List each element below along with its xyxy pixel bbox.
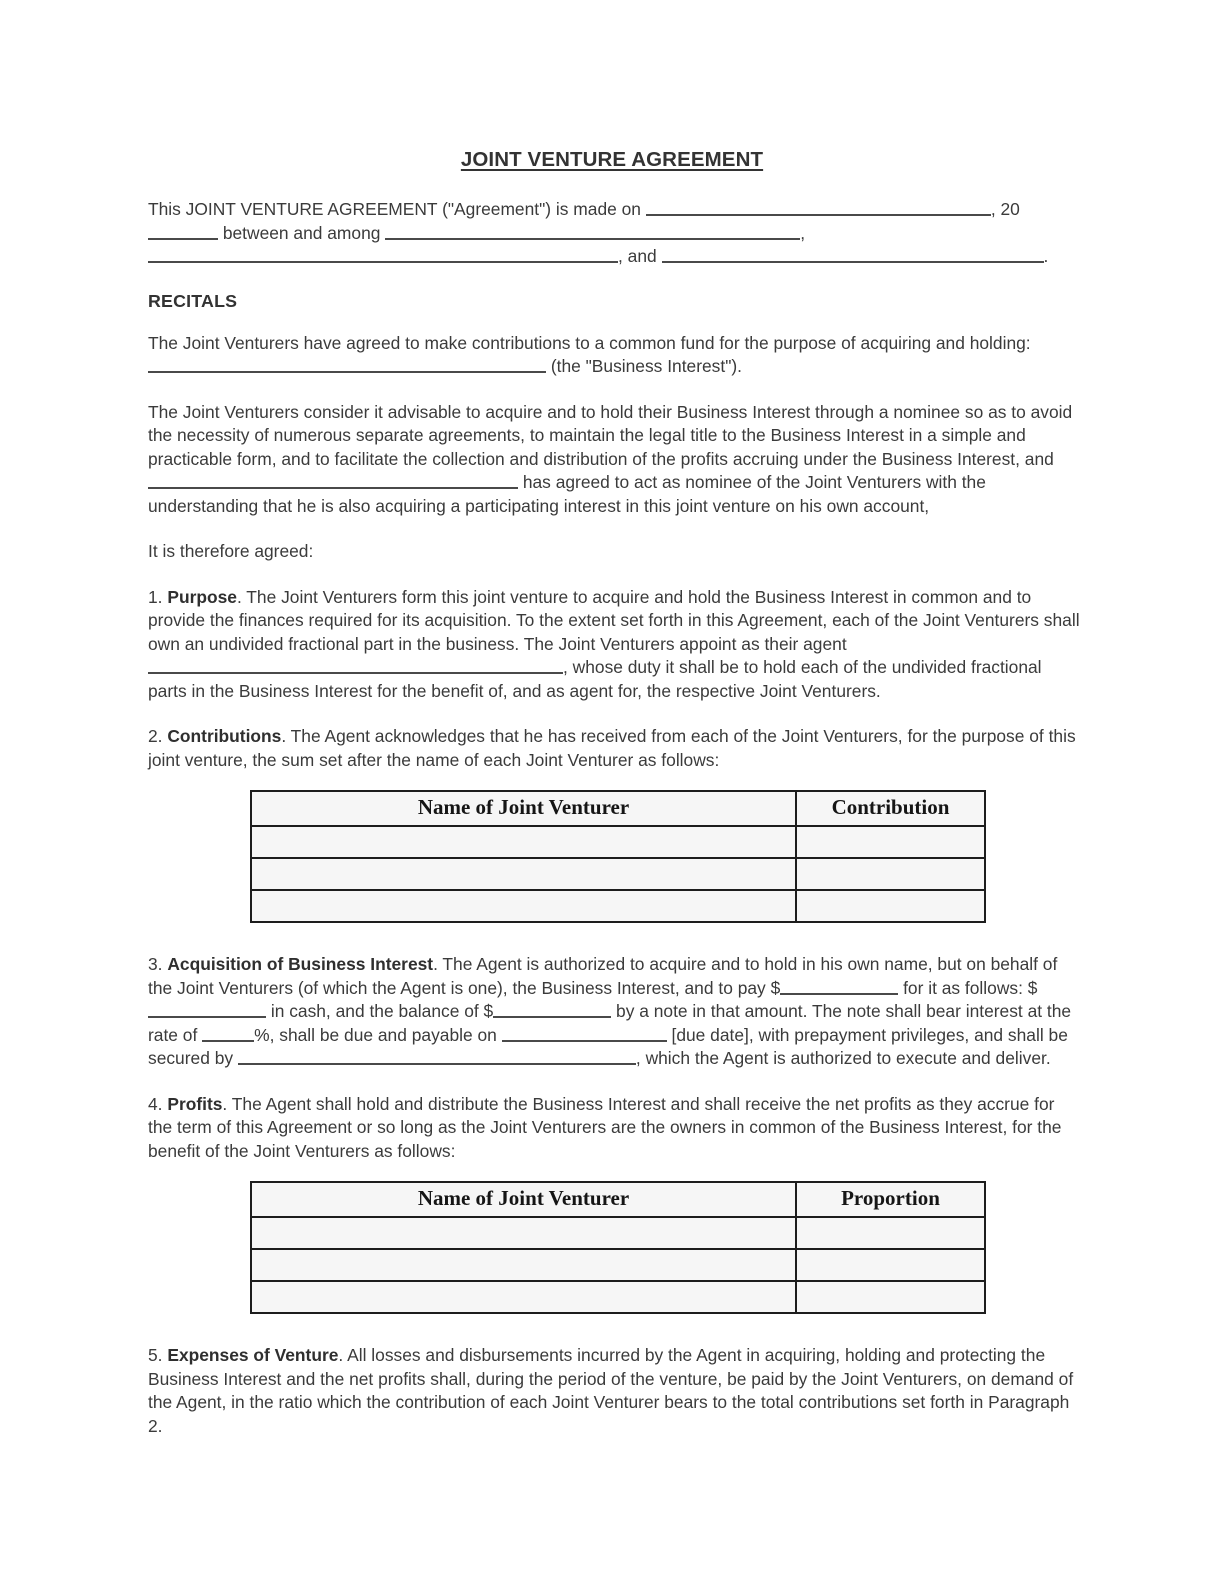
balance-amount-blank[interactable]	[493, 1001, 611, 1018]
recital-1-text-1: The Joint Venturers have agreed to make contributions to a common fund for the purpose of acquiring and holding:	[148, 332, 1031, 353]
section-3-title: Acquisition of Business Interest	[167, 954, 434, 974]
recitals-heading: RECITALS	[148, 290, 238, 311]
section-1-purpose	[148, 586, 1080, 704]
cell-name[interactable]	[251, 1249, 796, 1281]
opening-paragraph	[148, 198, 1080, 269]
section-1-number: 1.	[148, 586, 168, 607]
business-interest-blank[interactable]	[148, 356, 546, 373]
profits-table-wrap	[148, 1181, 1080, 1314]
section-2-number: 2.	[148, 726, 168, 746]
table-row[interactable]	[251, 826, 985, 858]
security-blank[interactable]	[238, 1048, 636, 1065]
table-row[interactable]	[251, 1249, 985, 1281]
table-header-proportion: Proportion	[796, 1182, 985, 1217]
total-price-blank[interactable]	[780, 978, 898, 995]
section-2-contributions	[148, 725, 1080, 772]
cash-amount-blank[interactable]	[148, 1001, 266, 1018]
party-one-blank[interactable]	[385, 223, 800, 240]
table-header-name: Name of Joint Venturer	[251, 1182, 796, 1217]
table-header-row	[251, 1182, 985, 1217]
section-3-text-7: , which the Agent is authorized to execute and deliver.	[635, 1048, 1051, 1068]
section-4-profits	[148, 1093, 1080, 1164]
cell-name[interactable]	[251, 1217, 796, 1249]
recital-2-text-1: The Joint Venturers consider it advisable to acquire and to hold their Business Interest through a nominee so as to avoid the necessity of numerous separate agreements, to maintain the legal title to the Business Interest in a simple and practicable form, and to facilitate the collection and distribution of the profits accruing under the Business Interest, and	[148, 401, 1073, 469]
party-three-blank[interactable]	[662, 246, 1044, 263]
section-5-text-1: . All losses and disbursements incurred by the Agent in acquiring, holding and protecting the Business Interest and the net profits shall, during the period of the venture, be paid by the Joint Venturers, on demand of the Agent, in the ratio which the contribution of each Joint Venturer bears to the total contributions set forth in Paragraph 2.	[148, 1345, 1074, 1436]
section-3-text-1: . The Agent is authorized to acquire and to hold in his own name, but on behalf of the Joint Venturers (of which the Agent is one), the Business Interest, and to pay $	[148, 954, 1058, 998]
cell-name[interactable]	[251, 1281, 796, 1313]
section-1-text-2: , whose duty it shall be to hold each of the undivided fractional parts in the Business Interest for the benefit of, and as agent for, the respective Joint Venturers.	[148, 657, 1042, 701]
cell-name[interactable]	[251, 858, 796, 890]
section-2-text-1: . The Agent acknowledges that he has received from each of the Joint Venturers, for the purpose of this joint venture, the sum set after the name of each Joint Venturer as follows:	[148, 726, 1076, 770]
contributions-table-wrap	[148, 790, 1080, 923]
contributions-table	[250, 790, 986, 923]
opening-text-5: , and	[618, 246, 662, 266]
recital-paragraph-1	[148, 332, 1080, 379]
section-5-expenses	[148, 1344, 1080, 1438]
therefore-paragraph: It is therefore agreed:	[148, 541, 314, 561]
opening-text-3: between and among	[218, 222, 386, 243]
party-two-blank[interactable]	[148, 246, 618, 263]
page-title-text: JOINT VENTURE AGREEMENT	[460, 148, 764, 171]
section-3-text-3: in cash, and the balance of $	[266, 1001, 494, 1021]
nominee-blank[interactable]	[148, 472, 518, 489]
table-header-row	[251, 791, 985, 826]
cell-value[interactable]	[796, 1249, 985, 1281]
cell-value[interactable]	[796, 858, 985, 890]
page-title	[148, 148, 1080, 172]
cell-value[interactable]	[796, 890, 985, 922]
section-3-text-2: for it as follows: $	[898, 977, 1038, 998]
table-row[interactable]	[251, 890, 985, 922]
section-5-title: Expenses of Venture	[167, 1345, 339, 1365]
recital-paragraph-2	[148, 401, 1080, 519]
section-5-number: 5.	[148, 1345, 168, 1365]
section-4-number: 4.	[148, 1093, 168, 1114]
section-3-text-6: [due date], with prepayment privileges, and shall be secured by	[148, 1024, 1068, 1068]
cell-name[interactable]	[251, 826, 796, 858]
cell-name[interactable]	[251, 890, 796, 922]
section-2-title: Contributions	[167, 726, 282, 746]
cell-value[interactable]	[796, 826, 985, 858]
section-3-number: 3.	[148, 954, 168, 974]
date-blank[interactable]	[646, 199, 991, 216]
opening-text-2: , 20	[990, 199, 1020, 219]
table-row[interactable]	[251, 1217, 985, 1249]
section-3-text-5: %, shall be due and payable on	[254, 1024, 502, 1045]
section-1-text-1: . The Joint Venturers form this joint venture to acquire and hold the Business Interest in common and to provide the finances required for its acquisition. To the extent set forth in this Agreement, each of the Joint Venturers shall own an undivided fractional part in the business. The Joint Venturers appoint as their agent	[148, 586, 1080, 654]
table-row[interactable]	[251, 1281, 985, 1313]
profits-table	[250, 1181, 986, 1314]
due-date-blank[interactable]	[502, 1025, 667, 1042]
recital-2-text-2: has agreed to act as nominee of the Joint Venturers with the understanding that he is also acquiring a participating interest in this joint venture on his own account,	[148, 472, 986, 516]
interest-rate-blank[interactable]	[202, 1025, 254, 1042]
section-4-text-1: . The Agent shall hold and distribute the Business Interest and shall receive the net profits as they accrue for the term of this Agreement or so long as the Joint Venturers are the owners in common of the Business Interest, for the benefit of the Joint Venturers as follows:	[148, 1093, 1062, 1161]
section-3-acquisition	[148, 953, 1080, 1071]
recital-1-text-2: (the "Business Interest").	[546, 356, 742, 376]
opening-text-6: .	[1043, 246, 1049, 266]
table-header-contribution: Contribution	[796, 791, 985, 826]
agent-name-blank[interactable]	[148, 657, 563, 674]
cell-value[interactable]	[796, 1217, 985, 1249]
section-3-text-4: by a note in that amount. The note shall bear interest at the rate of	[148, 1001, 1072, 1045]
cell-value[interactable]	[796, 1281, 985, 1313]
opening-text-1: This JOINT VENTURE AGREEMENT ("Agreement") is made on	[148, 199, 646, 219]
section-4-title: Profits	[167, 1093, 223, 1114]
table-header-name: Name of Joint Venturer	[251, 791, 796, 826]
year-blank[interactable]	[148, 223, 218, 240]
section-1-title: Purpose	[167, 586, 237, 607]
opening-text-4: ,	[800, 222, 806, 243]
table-row[interactable]	[251, 858, 985, 890]
